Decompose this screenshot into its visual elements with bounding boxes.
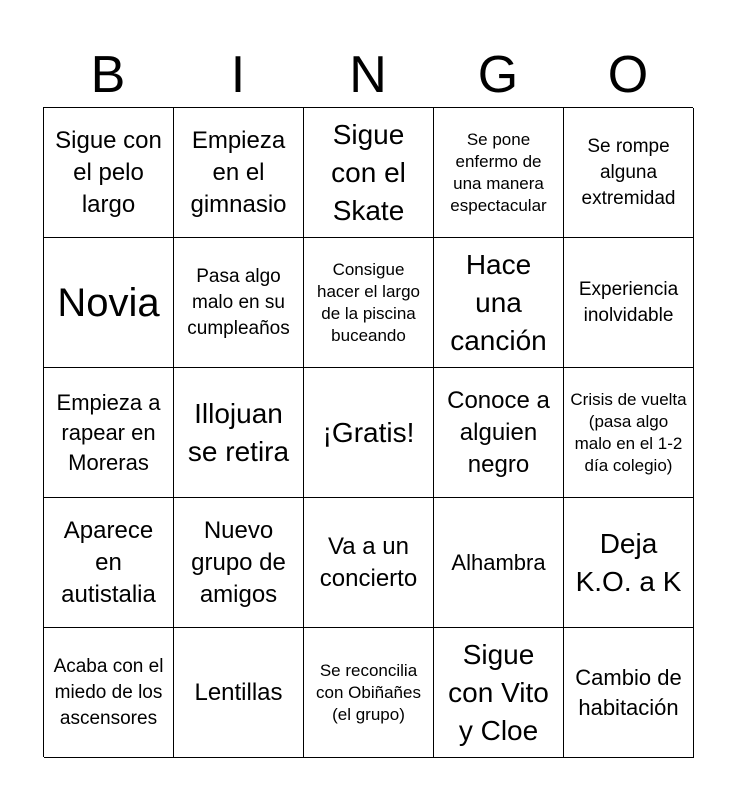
bingo-cell[interactable] bbox=[174, 368, 304, 498]
cell-text: Sigue con el Skate bbox=[331, 118, 406, 226]
bingo-cell[interactable] bbox=[304, 108, 434, 238]
bingo-cell[interactable] bbox=[44, 498, 174, 628]
cell-text: Deja K.O. a K bbox=[575, 527, 682, 597]
bingo-cell[interactable] bbox=[434, 628, 564, 758]
cell-text: Aparece en autistalia bbox=[61, 516, 156, 608]
bingo-cell[interactable] bbox=[434, 498, 564, 628]
bingo-cell[interactable] bbox=[564, 238, 694, 368]
cell-text: Conoce a alguien negro bbox=[447, 386, 550, 478]
bingo-cell[interactable] bbox=[304, 628, 434, 758]
bingo-cell[interactable] bbox=[304, 238, 434, 368]
bingo-header bbox=[43, 44, 693, 106]
header-letter-i: I bbox=[230, 46, 246, 104]
header-letter-o: O bbox=[607, 46, 649, 104]
cell-text: Acaba con el miedo de los ascensores bbox=[53, 655, 164, 729]
cell-text: Sigue con el pelo largo bbox=[55, 126, 162, 218]
bingo-cell[interactable] bbox=[434, 238, 564, 368]
cell-text: Crisis de vuelta (pasa algo malo en el 1-2 día colegio) bbox=[570, 389, 687, 475]
cell-text: Va a un concierto bbox=[319, 532, 418, 592]
cell-text: ¡Gratis! bbox=[322, 416, 415, 448]
cell-text: Nuevo grupo de amigos bbox=[191, 516, 286, 608]
cell-text: Pasa algo malo en su cumpleaños bbox=[187, 265, 290, 339]
bingo-cell[interactable] bbox=[434, 108, 564, 238]
cell-text: Experiencia inolvidable bbox=[578, 278, 679, 326]
header-letter-n: N bbox=[349, 46, 387, 104]
cell-text: Hace una canción bbox=[450, 248, 547, 356]
cell-text: Consigue hacer el largo de la piscina buceando bbox=[316, 259, 420, 345]
cell-text: Empieza a rapear en Moreras bbox=[56, 389, 161, 475]
bingo-cell[interactable] bbox=[44, 368, 174, 498]
cell-text: Alhambra bbox=[451, 549, 546, 575]
cell-text: Se rompe alguna extremidad bbox=[581, 135, 676, 209]
cell-text: Sigue con Vito y Cloe bbox=[448, 638, 549, 746]
cell-text: Empieza en el gimnasio bbox=[190, 126, 287, 218]
cell-text: Illojuan se retira bbox=[187, 397, 290, 467]
cell-text: Se pone enfermo de una manera espectacular bbox=[450, 129, 547, 215]
bingo-cell[interactable] bbox=[44, 108, 174, 238]
cell-text: Novia bbox=[57, 280, 160, 325]
bingo-board bbox=[43, 107, 693, 757]
cell-text: Lentillas bbox=[194, 678, 283, 706]
header-letter-g: G bbox=[477, 46, 519, 104]
bingo-cell[interactable] bbox=[564, 368, 694, 498]
bingo-cell[interactable] bbox=[44, 628, 174, 758]
bingo-cell[interactable] bbox=[174, 238, 304, 368]
bingo-cell[interactable] bbox=[174, 108, 304, 238]
bingo-cell[interactable] bbox=[564, 498, 694, 628]
bingo-cell[interactable] bbox=[174, 628, 304, 758]
bingo-cell[interactable] bbox=[174, 498, 304, 628]
cell-text: Se reconcilia con Obiñañes (el grupo) bbox=[316, 660, 421, 724]
header-letter-b: B bbox=[90, 46, 126, 104]
cell-text: Cambio de habitación bbox=[575, 664, 682, 720]
bingo-cell[interactable] bbox=[564, 108, 694, 238]
bingo-cell[interactable] bbox=[434, 368, 564, 498]
bingo-cell[interactable] bbox=[564, 628, 694, 758]
bingo-cell[interactable] bbox=[304, 498, 434, 628]
bingo-cell[interactable] bbox=[44, 238, 174, 368]
bingo-cell free-space[interactable] bbox=[304, 368, 434, 498]
